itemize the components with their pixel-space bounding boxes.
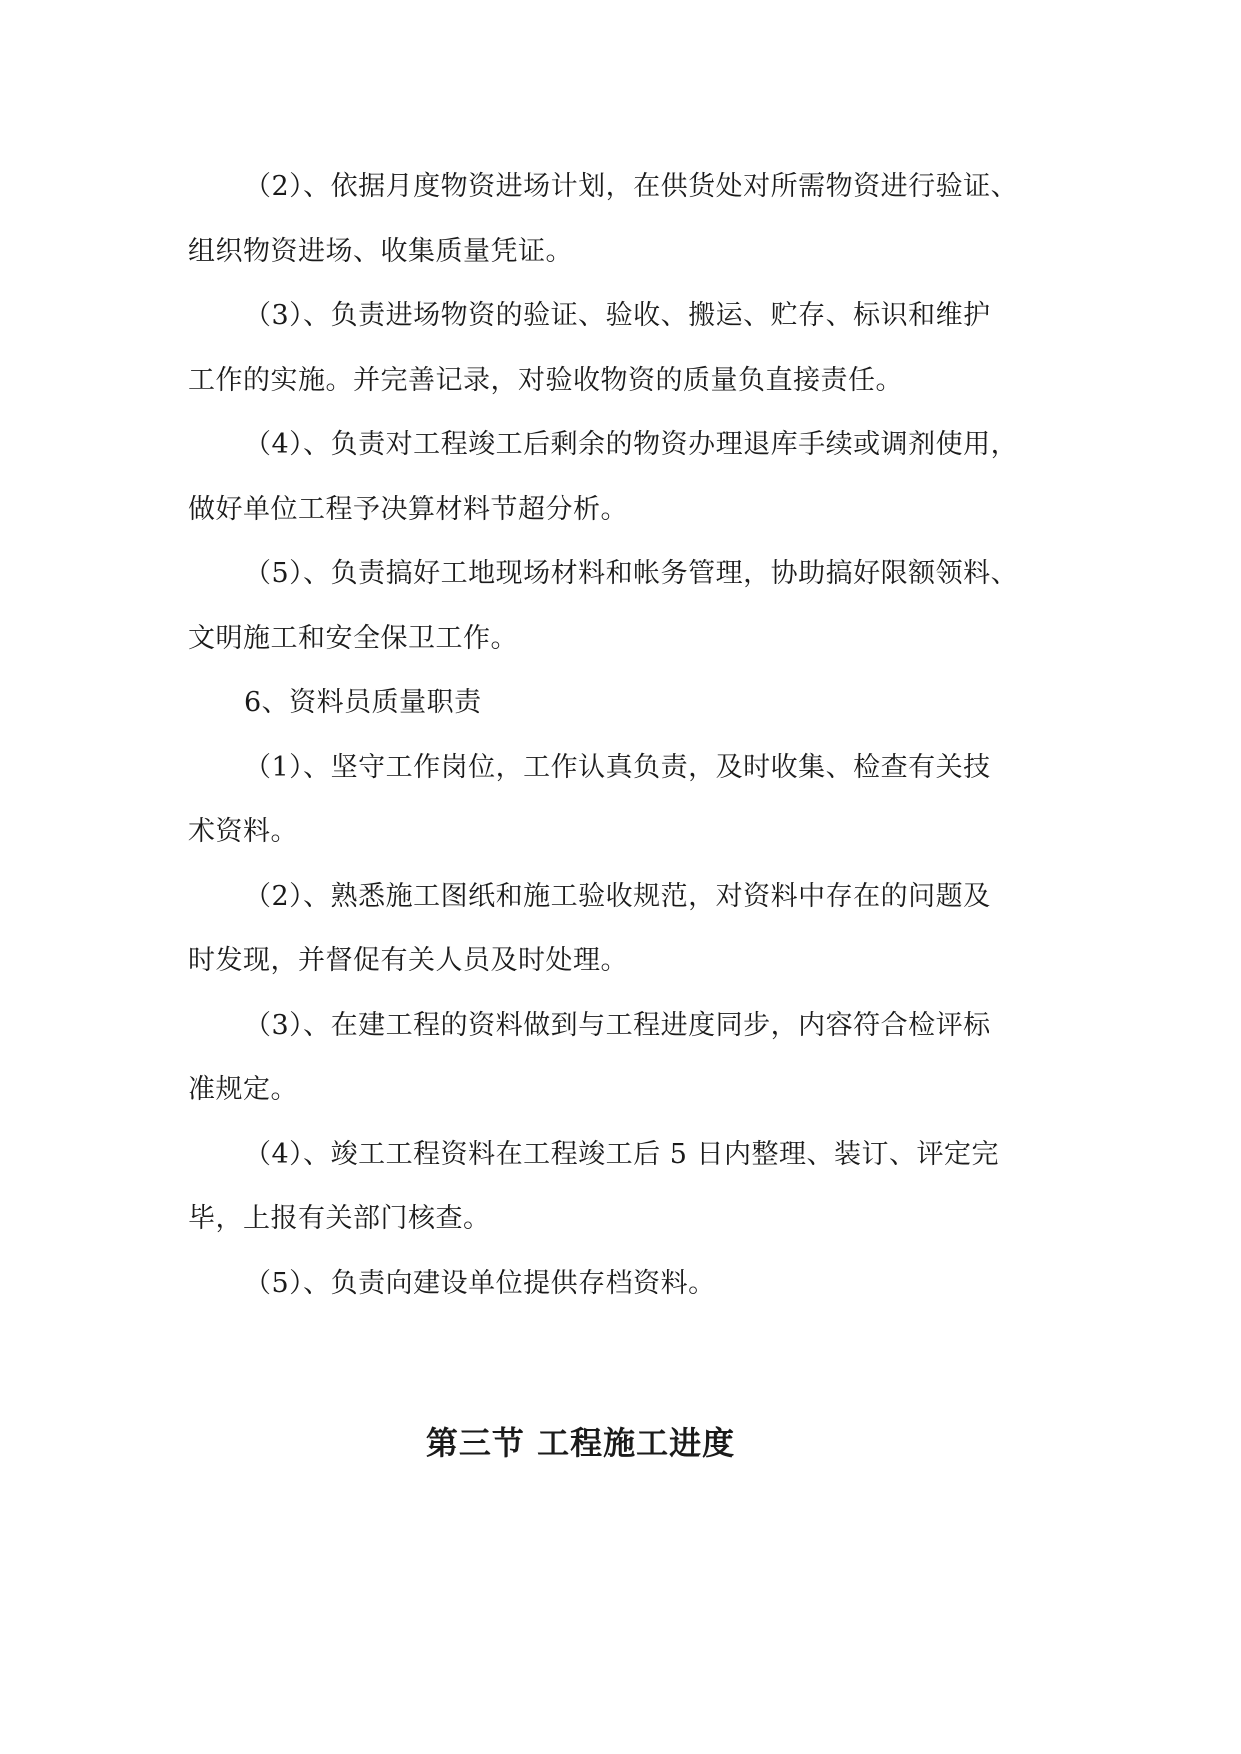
paragraph-line: 准规定。 bbox=[188, 1074, 298, 1105]
body-text bbox=[188, 155, 1068, 1316]
paragraph-line: 工作的实施。并完善记录，对验收物资的质量负直接责任。 bbox=[188, 364, 903, 396]
paragraph-line: （4）、负责对工程竣工后剩余的物资办理退库手续或调剂使用， bbox=[244, 429, 1019, 460]
paragraph-line: （3）、在建工程的资料做到与工程进度同步，内容符合检评标 bbox=[244, 1009, 991, 1041]
paragraph-line: 时发现，并督促有关人员及时处理。 bbox=[188, 945, 628, 976]
paragraph-line: （1）、坚守工作岗位，工作认真负责，及时收集、检查有关技 bbox=[244, 751, 991, 783]
paragraph-line: （2）、依据月度物资进场计划，在供货处对所需物资进行验证、 bbox=[244, 171, 1019, 202]
section-title: 第三节 工程施工进度 bbox=[425, 1424, 736, 1462]
paragraph-line: （2）、熟悉施工图纸和施工验收规范，对资料中存在的问题及 bbox=[244, 880, 991, 912]
paragraph-line: （4）、竣工工程资料在工程竣工后 5 日内整理、装订、评定完 bbox=[244, 1138, 1000, 1170]
paragraph-line: （5）、负责向建设单位提供存档资料。 bbox=[244, 1267, 716, 1299]
paragraph-line: 毕，上报有关部门核查。 bbox=[188, 1203, 491, 1234]
paragraph-line: 组织物资进场、收集质量凭证。 bbox=[188, 235, 573, 267]
paragraph-line: 术资料。 bbox=[188, 816, 298, 847]
subheading: 6、资料员质量职责 bbox=[244, 687, 482, 718]
paragraph-line: 文明施工和安全保卫工作。 bbox=[188, 622, 518, 654]
paragraph-line: 做好单位工程予决算材料节超分析。 bbox=[188, 493, 628, 525]
paragraph-line: （5）、负责搞好工地现场材料和帐务管理，协助搞好限额领料、 bbox=[244, 558, 1019, 589]
paragraph-line: （3）、负责进场物资的验证、验收、搬运、贮存、标识和维护 bbox=[244, 300, 991, 331]
